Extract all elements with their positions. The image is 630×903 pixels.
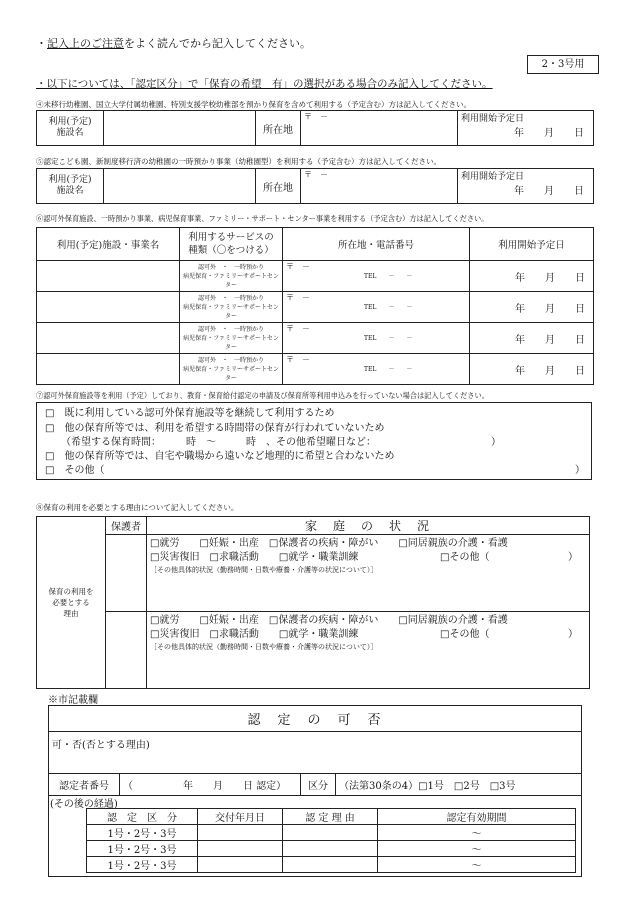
hist-header-reason: 認 定 理 由 [283, 809, 378, 825]
family-status-1: □就労 □妊娠・出産 □保護者の疾病・障がい □同居親族の介護・看護 □災害復旧 □求職活動 □就学・職業訓練 □その他（ ） ［その他具体的状況（勤務時間・日数や療養・介護等の状況について）］ [147, 535, 590, 612]
hist-header-date: 交付年月日 [198, 809, 283, 825]
reason-label: 保育の利用を 必要とする 理由 [37, 517, 106, 689]
table-row: 1号・2号・3号 ～ [87, 841, 576, 857]
table-row: 1号・2号・3号 ～ [87, 857, 576, 873]
table-row [37, 323, 594, 354]
section7-box [36, 402, 592, 480]
service-options[interactable]: 認可外 ・ 一時預かり 病児保育・ファミリーサポートセンター [180, 354, 283, 385]
section6-heading: ⑥認可外保育施設、一時預かり事業、病児保育事業、ファミリー・サポート・センター事業を利用する（予定含む）方は記入してください。 [36, 214, 489, 223]
table-row: 1号・2号・3号 ～ [87, 825, 576, 841]
service-options[interactable]: 認可外 ・ 一時預かり 病児保育・ファミリーサポートセンター [180, 323, 283, 354]
col-address: 所在地・電話番号 [283, 228, 470, 261]
reason-continue-option[interactable]: □ 既に利用している認可外保育施設等を継続して利用するため [45, 408, 335, 419]
approval-field[interactable]: 可・否(否とする理由) [49, 732, 582, 774]
guardian-header: 保護者 [106, 517, 147, 535]
guardian-2-field[interactable] [106, 612, 147, 689]
start-date-field[interactable]: 年 月 日 [470, 354, 594, 385]
cert-no-label: 認定者番号 [49, 774, 120, 796]
table-row [37, 354, 594, 385]
approval-title: 認 定 の 可 否 [49, 706, 582, 732]
facility-field[interactable] [37, 354, 180, 385]
section7-heading: ⑦認可外保育施設等を利用（予定）しており、教育・保育給付認定の申請及び保育所等利用申込みを行っていない場合は記入してください。 [36, 391, 489, 400]
address-label: 所在地 [256, 111, 301, 146]
family-status-2: □就労 □妊娠・出産 □保護者の疾病・障がい □同居親族の介護・看護 □災害復旧 □求職活動 □就学・職業訓練 □その他（ ） ［その他具体的状況（勤務時間・日数や療養・介護等の状況について）］ [147, 612, 590, 689]
service-options[interactable]: 認可外 ・ 一時預かり 病児保育・ファミリーサポートセンター [180, 261, 283, 292]
address-field[interactable]: 〒 － TEL － － [283, 323, 470, 354]
hist-header-category: 認 定 区 分 [87, 809, 198, 825]
reason-distance-option[interactable]: □ 他の保育所等では、自宅や職場から遠いなど地理的に希望と合わないため [45, 451, 395, 462]
address-field[interactable]: 〒 － TEL － － [283, 354, 470, 385]
address-label: 所在地 [256, 169, 301, 204]
start-date-field[interactable]: 年 月 日 [470, 323, 594, 354]
address-field[interactable]: 〒 － TEL － － [283, 292, 470, 323]
address-field[interactable]: 〒 － [301, 169, 458, 204]
facility-field[interactable] [37, 292, 180, 323]
section8-heading: ⑧保育の利用を必要とする理由について記入してください。 [36, 503, 239, 512]
start-date-field[interactable]: 年 月 日 [470, 261, 594, 292]
history-table [86, 808, 576, 873]
hist-header-period: 認定有効期間 [378, 809, 576, 825]
start-date-field[interactable]: 利用開始予定日 年 月 日 [458, 169, 594, 204]
cert-date-field[interactable]: （ 年 月 日 認定） [120, 774, 301, 796]
form-type-badge: 2・3号用 [527, 55, 599, 74]
service-options[interactable]: 認可外 ・ 一時預かり 病児保育・ファミリーサポートセンター [180, 292, 283, 323]
section6-table [36, 227, 594, 385]
section4-heading: ④未移行幼稚園、国立大学付属幼稚園、特別支援学校幼稚部を預かり保育を含めて利用する（予定含む）方は記入してください。 [36, 100, 471, 109]
category-label: 区分 [301, 774, 336, 796]
start-date-field[interactable]: 利用開始予定日 年 月 日 [458, 111, 594, 146]
approval-table [48, 705, 582, 796]
reason-time-option[interactable]: □ 他の保育所等では、利用を希望する時間帯の保育が行われていないため [45, 423, 385, 434]
section8-table [36, 516, 590, 689]
instruction-line: ・以下については、「認定区分」で「保育の希望 有」の選択がある場合のみ記入してください。 [36, 78, 493, 90]
history-label: (その後の経過) [50, 799, 118, 810]
section4-table [36, 110, 594, 146]
facility-label: 利用(予定) 施設名 [37, 111, 104, 146]
desired-hours-line[interactable]: （希望する保育時間： 時 ～ 時 、その他希望曜日など： ） [61, 437, 501, 448]
family-status-header: 家 庭 の 状 況 [147, 517, 590, 535]
facility-field[interactable] [37, 323, 180, 354]
col-service: 利用するサービスの 種類（〇をつける） [180, 228, 283, 261]
facility-field[interactable] [104, 169, 256, 204]
facility-label: 利用(予定) 施設名 [37, 169, 104, 204]
intro-line: ・記入上のご注意をよく読んでから記入してください。 [36, 37, 311, 50]
category-options[interactable]: （法第30条の4）□1号 □2号 □3号 [336, 774, 582, 796]
city-use-label: ※市記載欄 [48, 695, 98, 706]
col-start: 利用開始予定日 [470, 228, 594, 261]
start-date-field[interactable]: 年 月 日 [470, 292, 594, 323]
section5-table [36, 168, 594, 204]
facility-field[interactable] [104, 111, 256, 146]
table-row [37, 292, 594, 323]
guardian-1-field[interactable] [106, 535, 147, 612]
table-row [37, 261, 594, 292]
col-facility: 利用(予定)施設・事業名 [37, 228, 180, 261]
section5-heading: ⑤認定こども園、新制度移行済の幼稚園の一時預かり事業（幼稚園型）を利用する（予定含む）方は記入してください。 [36, 157, 441, 166]
facility-field[interactable] [37, 261, 180, 292]
address-field[interactable]: 〒 － TEL － － [283, 261, 470, 292]
address-field[interactable]: 〒 － [301, 111, 458, 146]
reason-other-option[interactable]: □ その他（ ） [45, 465, 585, 476]
notes-link[interactable]: 記入上のご注意 [47, 37, 124, 50]
